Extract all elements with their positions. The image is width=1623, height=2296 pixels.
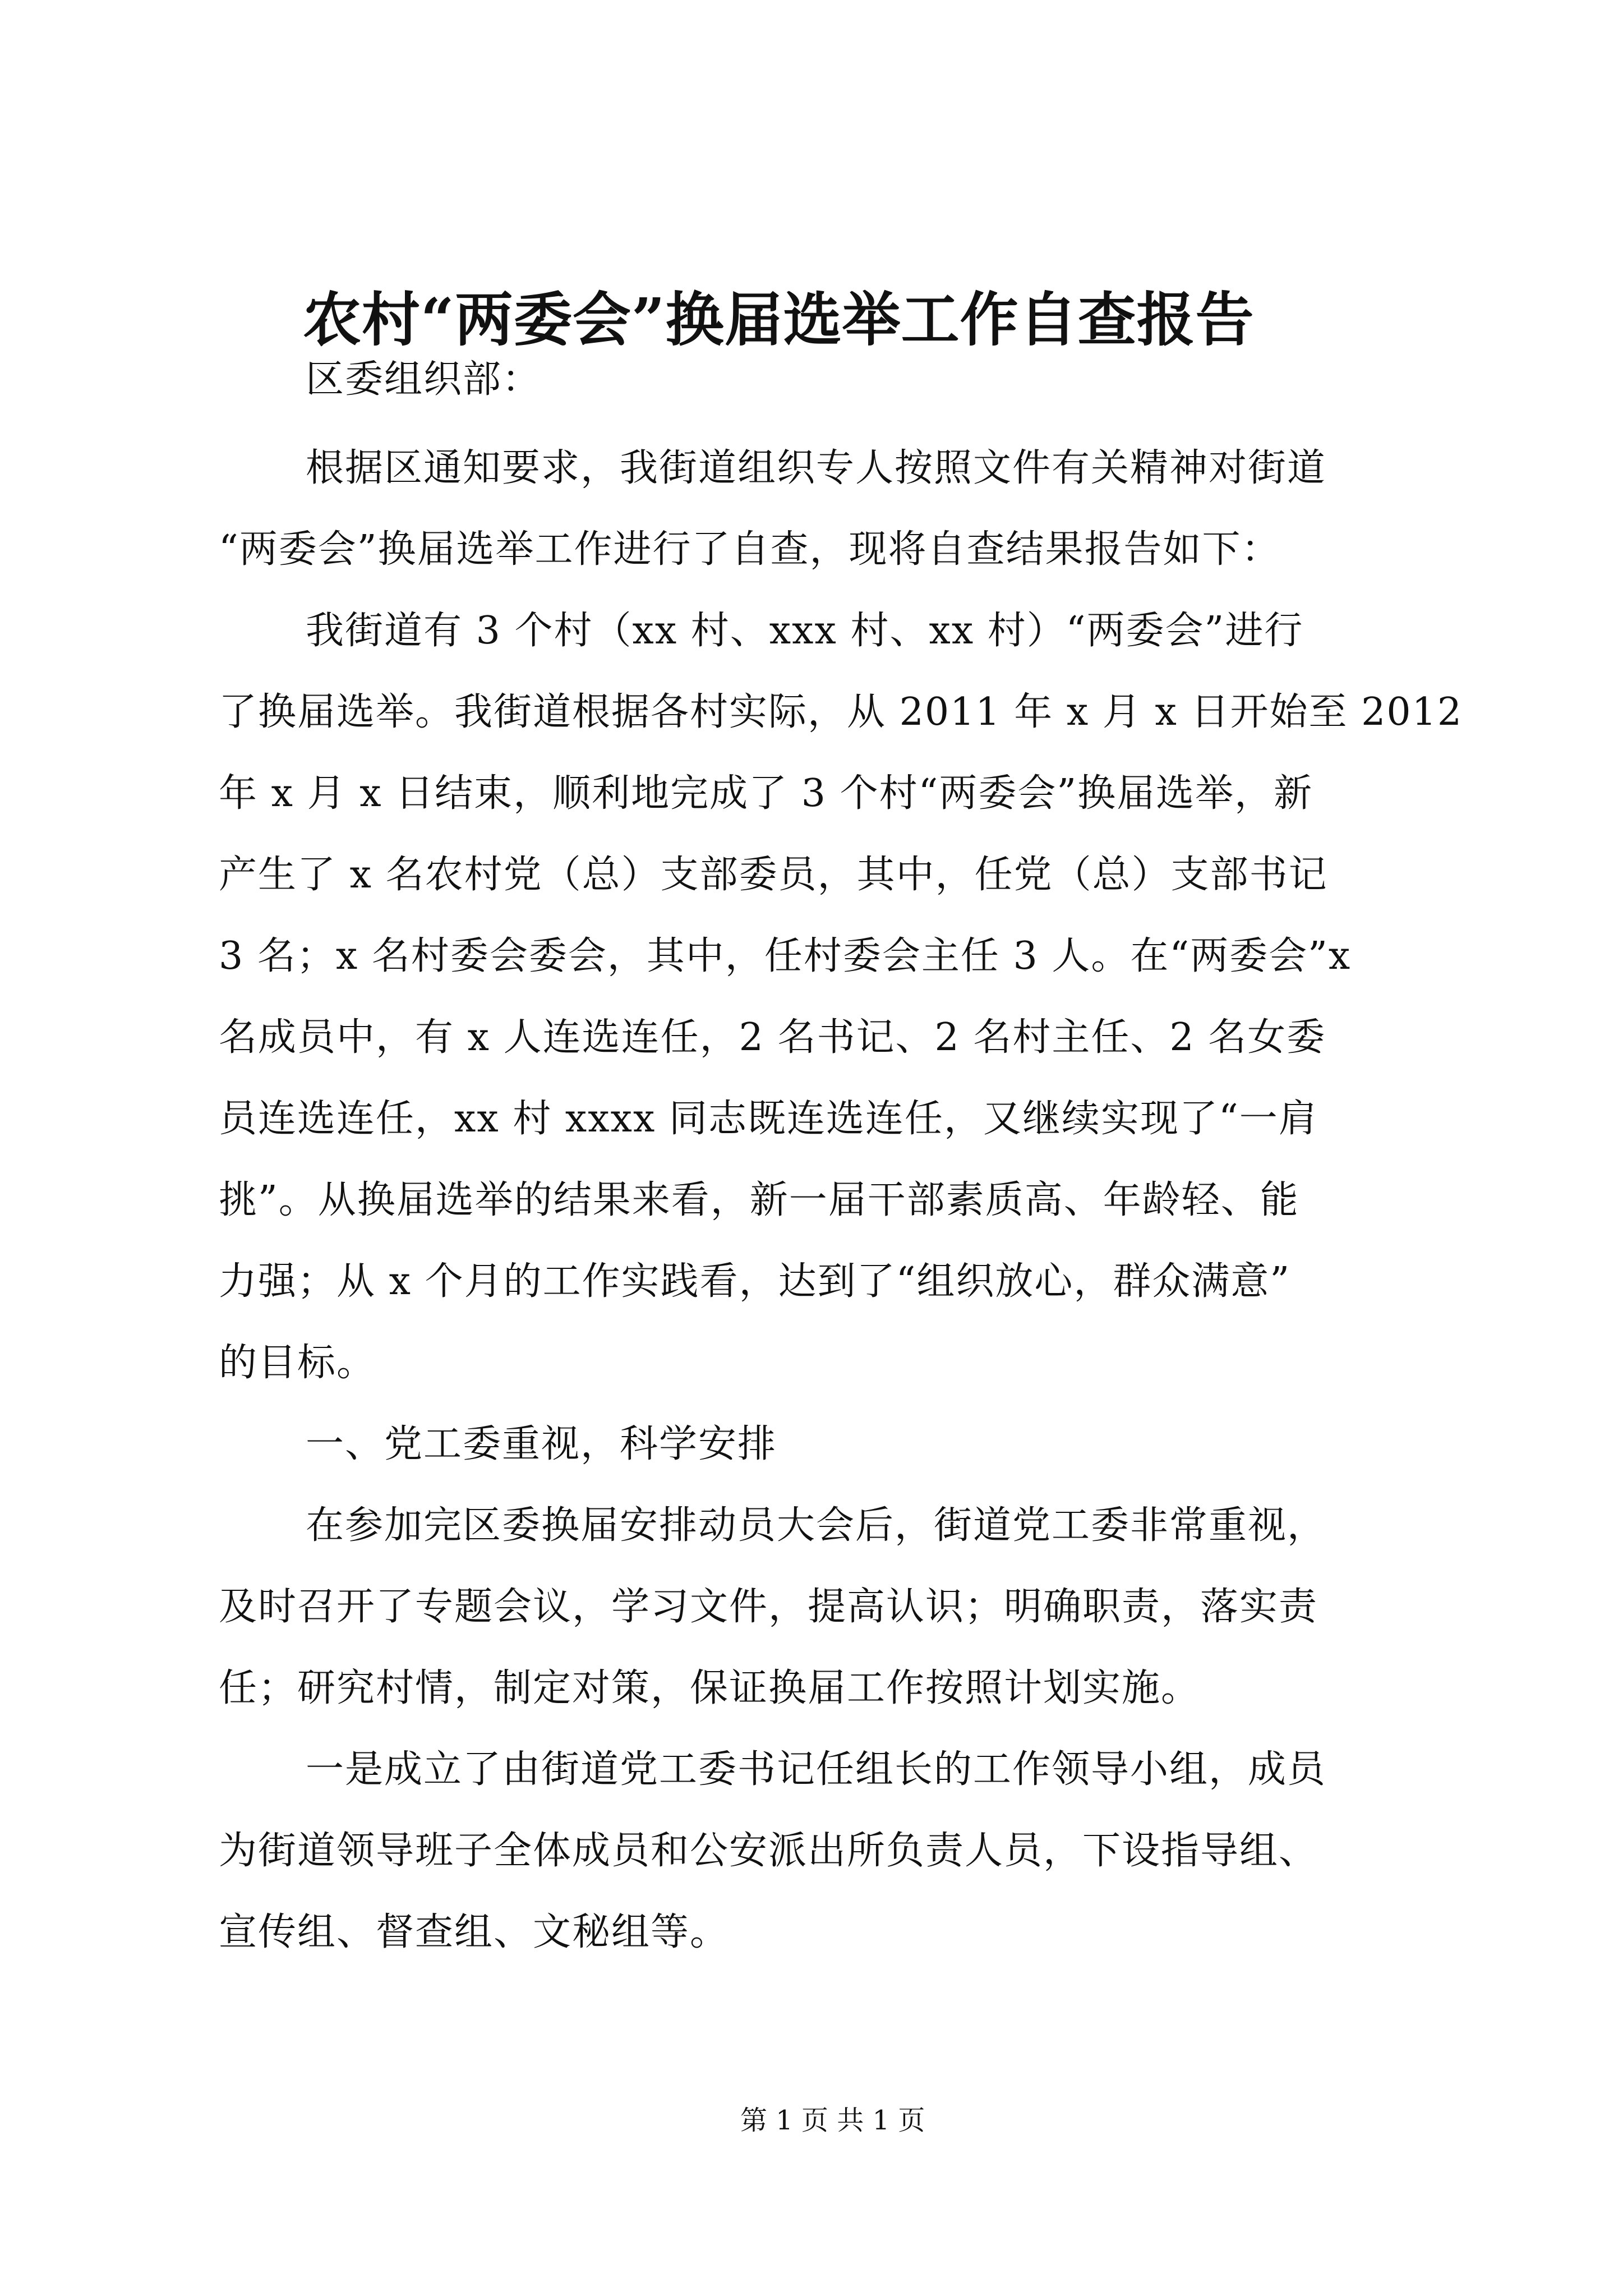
section-heading: 一、党工委重视，科学安排 [306,1422,777,1466]
body-line: 在参加完区委换届安排动员大会后，街道党工委非常重视， [306,1503,1327,1548]
body-line: 一是成立了由街道党工委书记任组长的工作领导小组，成员 [306,1747,1327,1792]
page-footer: 第 1 页 共 1 页 [740,2105,925,2136]
salutation: 区委组织部： [306,357,542,402]
body-line: 根据区通知要求，我街道组织专人按照文件有关精神对街道 [306,446,1327,490]
body-line: 我街道有 3 个村（xx 村、xxx 村、xx 村）“两委会”进行 [306,609,1304,653]
document-title: 农村“两委会”换届选举工作自查报告 [303,285,1255,354]
body-line: 名成员中，有 x 人连选连任，2 名书记、2 名村主任、2 名女委 [219,1015,1326,1060]
body-line: 力强；从 x 个月的工作实践看，达到了“组织放心，群众满意” [219,1259,1291,1304]
body-line: 任；研究村情，制定对策，保证换届工作按照计划实施。 [219,1666,1201,1710]
body-line: “两委会”换届选举工作进行了自查，现将自查结果报告如下： [219,527,1281,572]
body-line: 了换届选举。我街道根据各村实际，从 2011 年 x 月 x 日开始至 2012 [219,690,1463,734]
body-line: 宣传组、督查组、文秘组等。 [219,1910,730,1954]
body-line: 员连选连任，xx 村 xxxx 同志既连选连任，又继续实现了“一肩 [219,1097,1318,1141]
body-line: 年 x 月 x 日结束，顺利地完成了 3 个村“两委会”换届选举，新 [219,771,1313,816]
body-line: 为街道领导班子全体成员和公安派出所负责人员，下设指导组、 [219,1829,1318,1873]
body-line: 挑”。从换届选举的结果来看，新一届干部素质高、年龄轻、能 [219,1178,1299,1222]
body-line: 3 名；x 名村委会委会，其中，任村委会主任 3 人。在“两委会”x [219,934,1352,978]
body-line: 的目标。 [219,1341,376,1385]
body-line: 及时召开了专题会议，学习文件，提高认识；明确职责，落实责 [219,1585,1318,1629]
body-line: 产生了 x 名农村党（总）支部委员，其中，任党（总）支部书记 [219,853,1328,897]
